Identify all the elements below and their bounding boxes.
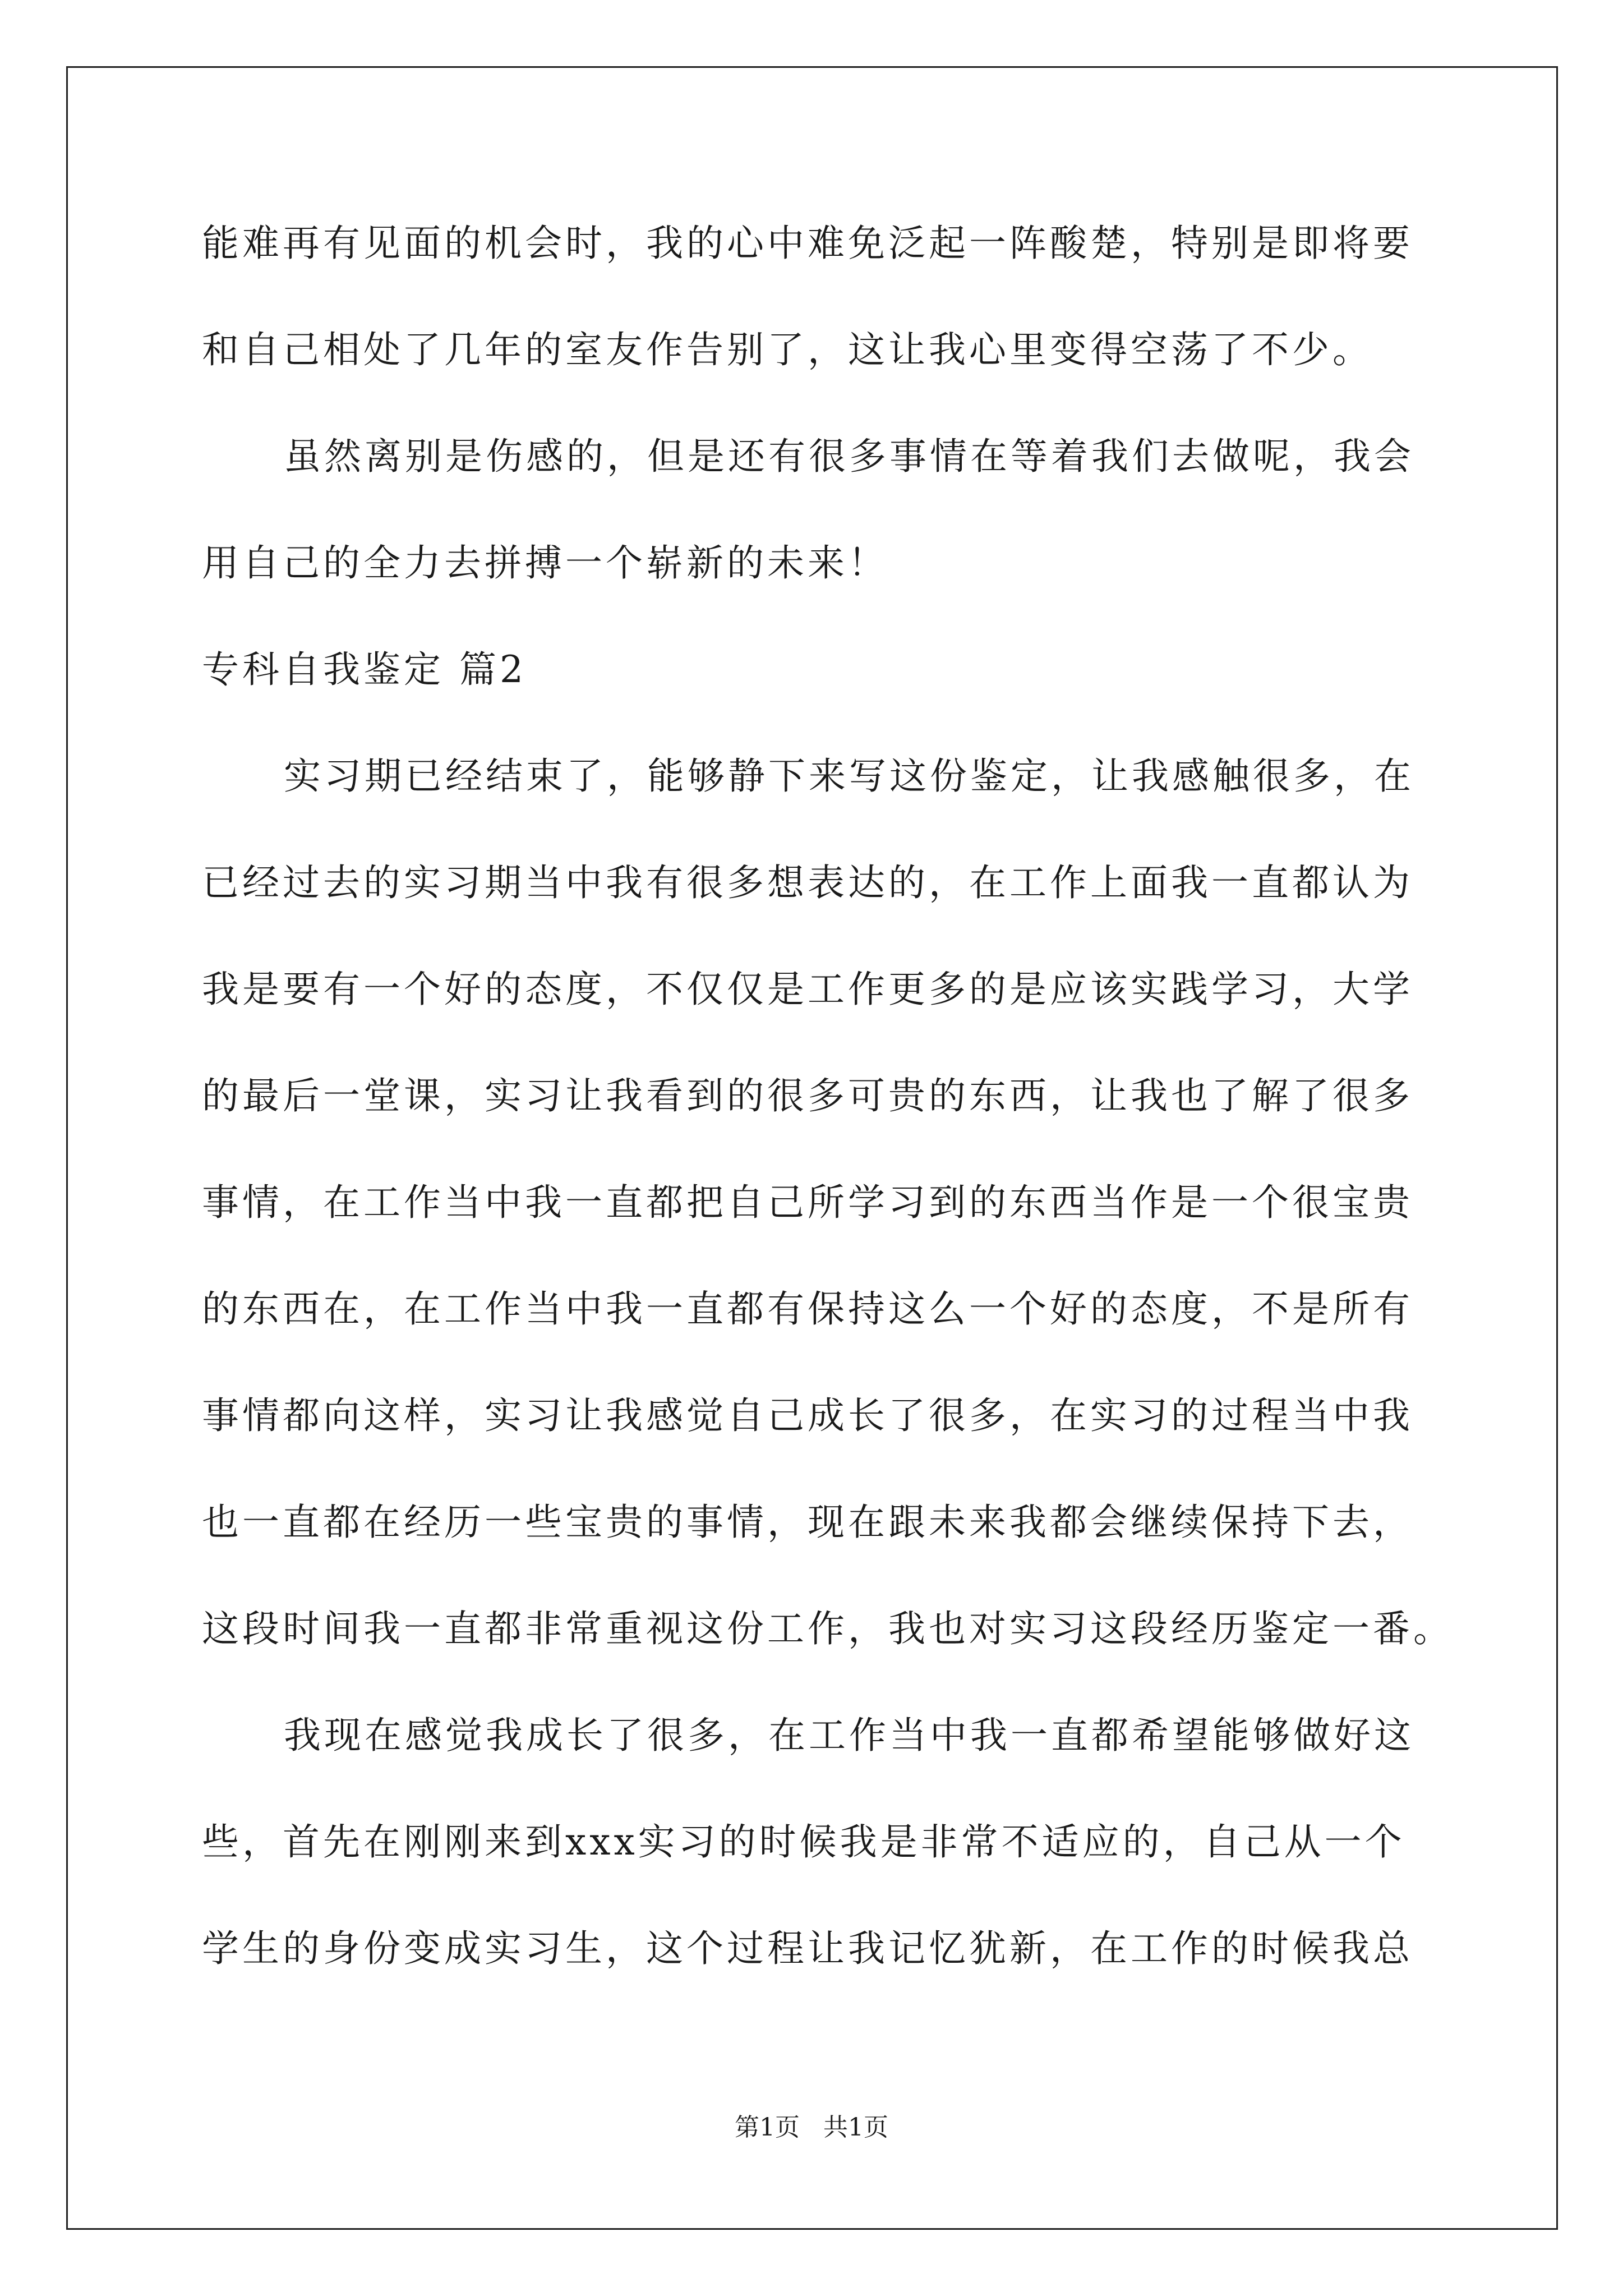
section-heading: 专科自我鉴定 篇2 [202,648,527,691]
page-border [66,66,1558,2230]
text-line: 的东西在，在工作当中我一直都有保持这么一个好的态度，不是所有 [202,1287,1413,1331]
text-line: 些，首先在刚刚来到xxx实习的时候我是非常不适应的，自己从一个 [202,1820,1405,1864]
text-line: 事情，在工作当中我一直都把自己所学习到的东西当作是一个很宝贵 [202,1181,1413,1224]
text-line: 已经过去的实习期当中我有很多想表达的，在工作上面我一直都认为 [202,861,1413,904]
paragraph-start-line: 我现在感觉我成长了很多，在工作当中我一直都希望能够做好这 [284,1714,1414,1757]
paragraph-start-line: 实习期已经结束了，能够静下来写这份鉴定，让我感触很多，在 [284,754,1414,798]
text-line: 和自己相处了几年的室友作告别了，这让我心里变得空荡了不少。 [202,328,1373,371]
paragraph-start-line: 虽然离别是伤感的，但是还有很多事情在等着我们去做呢，我会 [284,435,1414,478]
page-number: 第1页 共1页 [735,2113,888,2142]
text-line: 也一直都在经历一些宝贵的事情，现在跟未来我都会继续保持下去， [202,1501,1413,1544]
text-line: 能难再有见面的机会时，我的心中难免泛起一阵酸楚，特别是即将要 [202,222,1413,265]
text-line: 学生的身份变成实习生，这个过程让我记忆犹新，在工作的时候我总 [202,1927,1413,1970]
text-line: 我是要有一个好的态度，不仅仅是工作更多的是应该实践学习，大学 [202,968,1413,1011]
text-line: 的最后一堂课，实习让我看到的很多可贵的东西，让我也了解了很多 [202,1074,1413,1117]
text-line: 事情都向这样，实习让我感觉自己成长了很多，在实习的过程当中我 [202,1394,1413,1437]
text-line: 用自己的全力去拼搏一个崭新的未来！ [202,541,888,585]
text-line: 这段时间我一直都非常重视这份工作，我也对实习这段经历鉴定一番。 [202,1607,1454,1650]
